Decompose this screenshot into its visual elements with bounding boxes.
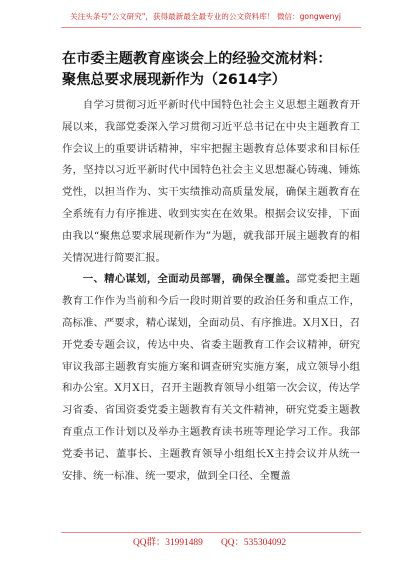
document-body [62,95,360,487]
footer-divider [61,532,361,533]
paragraph-intro: 自学习贯彻习近平新时代中国特色社会主义思想主题教育开展以来，我部党委深入学习贯彻习近平总书记在中央主题教育工作会议上的重要讲话精神，牢牢把握主题教育总体要求和目标任务，坚持以习近平新时代中国特色社会主义思想凝心铸魂、锤炼党性，以担当作为、实干实绩推动高质量发展，确保主题教育在全系统有力有序推进、收到实实在在效果。根据会议安排，下面由我以“聚焦总要求展现新作为”为题，就我部开展主题教育的相关情况进行简要汇报。 [62,99,360,264]
footer-qq-group: QQ群：31991489 [133,538,203,548]
section-1-body: 部党委把主题教育工作作为当前和今后一段时期首要的政治任务和重点工作，高标准、严要求，精心谋划，全面动员、有序推进。X月X日，召开党委专题会议，传达中央、省委主题教育工作会议精神，研究审议我部主题教育实施方案和调查研究实施方案，成立领导小组和办公室。X月X日，召开主题教育领导小组第一次会议，传达学习省委、省国资委党委主题教育有关文件精神，研究党委主题教育重点工作计划以及举办主题教育读书班等理论学习工作。我部党委书记、董事长、主题教育领导小组组长X主持会议并从统一安排、统一标准、统一要求，做到全口径、全覆盖 [62,273,361,482]
title-line-2: 聚焦总要求展现新作为（2614字） [62,72,286,88]
paragraph-section-1 [62,269,360,487]
title-line-1: 在市委主题教育座谈会上的经验交流材料： [62,51,332,67]
section-1-heading: 一、精心谋划，全面动员部署，确保全覆盖。 [82,273,297,286]
footer [0,534,408,552]
header-banner: 关注头条号"公文研究"，获得最新最全最专业的公文资料库！ 微信：gongwenyj [70,12,342,21]
document-title [62,49,362,91]
footer-qq-contact: QQ：535304092 [221,538,287,548]
header-divider [61,27,361,28]
